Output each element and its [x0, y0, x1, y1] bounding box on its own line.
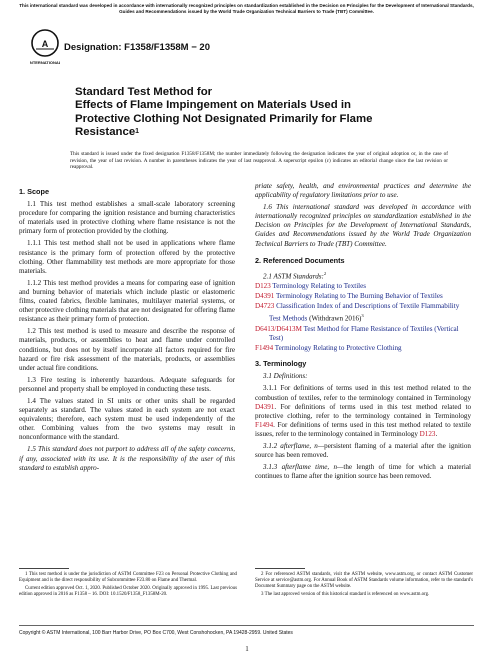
paragraph-1-6: 1.6 This international standard was developed in accordance with internationally recognized principles on standardization established in the Decision on Principles for the Development of International Standards, Guides and Recommendations issued by the World Trade Organization Technical Barriers to Trade (TBT) Committee. [255, 203, 471, 248]
reference-item [255, 292, 471, 301]
designation: Designation: F1358/F1358M − 20 [64, 42, 210, 53]
paragraph-1-1-1: 1.1.1 This test method shall not be used in applications where flame resistance is the primary form of protection offered by the protective clothing. Other flammability test methods are more appropriate for those materials. [19, 239, 235, 275]
d123-link[interactable]: D123 [419, 429, 436, 438]
scope-heading: 1. Scope [19, 187, 50, 196]
reference-title-link[interactable]: Classification Index of and Descriptions of Textile Flammability Test Methods [269, 302, 460, 323]
terminology-heading: 3. Terminology [255, 359, 307, 369]
reference-title-link[interactable]: Terminology Relating to Textiles [272, 282, 367, 291]
title-footnote-mark: 1 [135, 128, 140, 136]
reference-title-link[interactable]: Test Method for Flame Resistance of Textiles (Vertical Test) [269, 324, 459, 343]
copyright-footer: Copyright © ASTM International, 100 Barr Harbor Drive, PO Box C700, West Conshohocken, PA 19428-2959. United States [19, 630, 293, 636]
footnotes-right [255, 572, 473, 600]
right-column [255, 182, 471, 484]
footnote-2: 2 For referenced ASTM standards, visit the ASTM website, www.astm.org, or contact ASTM Customer Service at service@astm.org. For Annual Book of ASTM Standards volume information, refer to the standard's Document Summary page on the ASTM website. [255, 572, 473, 590]
title-line-1: Standard Test Method for [75, 86, 213, 98]
svg-text:INTERNATIONAL: INTERNATIONAL [30, 60, 60, 65]
footnote-3: 3 The last approved version of this historical standard is referenced on www.astm.org. [261, 592, 430, 598]
paragraph-3-1: 3.1 Definitions: [263, 372, 308, 381]
tbt-notice: This international standard was developed in accordance with internationally recognized principles on standardization established in the Decision on Principles for the Development of International Standards, Guides and Recommendations issued by the World Trade Organization Technical Barriers to Trade (TBT) Committee. [19, 3, 474, 14]
left-column [19, 187, 235, 476]
footer-rule [19, 625, 474, 626]
reference-item [255, 344, 471, 353]
svg-text:A: A [41, 39, 49, 49]
title-line-4: Resistance$^1$ [75, 126, 140, 139]
reference-item [255, 325, 471, 343]
d4391-link[interactable]: D4391 [255, 402, 275, 411]
paragraph-1-4: 1.4 The values stated in SI units or other units shall be regarded separately as standard. The values stated in each system are not exact equivalents; therefore, each system must be used independently of the other. Combining values from the two systems may result in nonconformance with the standard. [19, 396, 235, 442]
reference-code-link[interactable]: D123 [255, 282, 271, 291]
standard-note: This standard is issued under the fixed designation F1358/F1358M; the number immediately following the designation indicates the year of original adoption or, in the case of revision, the year of last revision. A number in parentheses indicates the year of last reapproval. A superscript epsilon (ε) indicates an editorial change since the last revision or reapproval. [70, 151, 448, 171]
reference-code-link[interactable]: D4723 [255, 302, 275, 311]
reference-item: D4723 Classification Index of and Descriptions of Textile Flammability Test Methods (Withdrawn 2016)$^3$ [255, 302, 460, 323]
paragraph-3-1-1: 3.1.1 For definitions of terms used in this test method related to the combustion of textiles, refer to the terminology contained in Terminology D4391. For definitions of terms used in this test method related to protective clothing, refer to the terminology contained in Terminology F1494. For definitions of terms used in this test method related to textile issues, refer to the terminology contained in Terminology D123. [255, 384, 471, 438]
paragraph-1-5-continued: priate safety, health, and environmental practices and determine the applicability of regulatory limitations prior to use. [255, 182, 471, 200]
paragraph-3-1-2: 3.1.2 afterflame, n—persistent flaming of a material after the ignition source has been removed. [255, 441, 471, 460]
title-line-2: Effects of Flame Impingement on Materials Used in [75, 99, 351, 112]
referenced-documents-heading: 2. Referenced Documents [255, 255, 345, 265]
f1494-link[interactable]: F1494 [255, 420, 274, 429]
footnote-rule-left [19, 568, 69, 569]
page-number: 1 [245, 645, 249, 653]
paragraph-1-1-2: 1.1.2 This test method provides a means for comparing ease of ignition and burning behavior of materials which include plastic or elastomeric films, coated fabrics, flexible laminates, multilayer material systems, or other protective clothing materials that are not designated for offering flame resistance as their primary form of protection. [19, 278, 235, 324]
paragraph-1-1: 1.1 This test method establishes a small-scale laboratory screening procedure for comparing the ignition resistance and burning characteristics of materials used in protective clothing where flame resistance is not the primary form of protection provided by the clothing. [19, 200, 235, 236]
document-title [75, 86, 435, 140]
reference-title-link[interactable]: Terminology Relating to Protective Clothing [274, 344, 402, 353]
reference-code-link[interactable]: D6413/D6413M [255, 324, 302, 333]
paragraph-1-2: 1.2 This test method is used to measure and describe the response of materials, products, or assemblies to heat and flame under controlled conditions, but does not by itself incorporate all factors required for fire hazard or fire risk assessment of the materials, products, or assemblies under actual fire conditions. [19, 327, 235, 372]
reference-item [255, 282, 471, 291]
ref-intro: 2.1 ASTM Standards:$^2$ [263, 270, 327, 281]
footnote-1: 1 This test method is under the jurisdiction of ASTM Committee F23 on Personal Protective Clothing and Equipment and is the direct responsibility of Subcommittee F23.80 on Flame and Thermal. [19, 572, 237, 584]
reference-code-link[interactable]: D4391 [255, 292, 275, 301]
footnotes-left [19, 572, 237, 600]
paragraph-1-5: 1.5 This standard does not purport to address all of the safety concerns, if any, associated with its use. It is the responsibility of the user of this standard to establish appro- [19, 445, 235, 472]
reference-code-link[interactable]: F1494 [255, 344, 274, 353]
astm-logo [30, 28, 60, 70]
title-line-3: Protective Clothing Not Designated Primarily for Flame [75, 112, 373, 125]
reference-list [255, 282, 471, 353]
paragraph-3-1-3: 3.1.3 afterflame time, n—the length of time for which a material continues to flame after the ignition source has been removed. [255, 463, 471, 481]
footnote-1-edition: Current edition approved Oct. 1, 2020. Published October 2020. Originally approved in 1995. Last previous edition approved in 2016 as F1358 – 16. DOI: 10.1520/F1358_F1358M-20. [19, 586, 237, 598]
paragraph-1-3: 1.3 Fire testing is inherently hazardous. Adequate safeguards for personnel and property shall be employed in conducting these tests. [19, 375, 235, 393]
footnote-rule-right [255, 568, 305, 569]
reference-title-link[interactable]: Terminology Relating to The Burning Behavior of Textiles [275, 292, 443, 301]
